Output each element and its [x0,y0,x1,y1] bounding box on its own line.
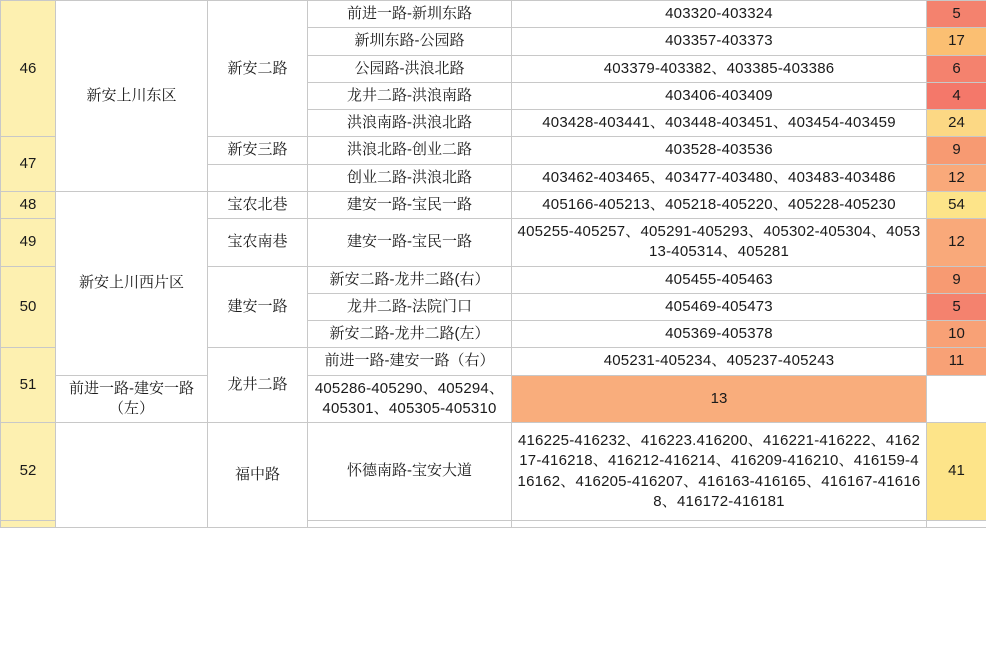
road-cell: 新安三路 [208,137,308,164]
segment-cell: 建安一路-宝民一路 [308,219,512,267]
road-cell: 新安二路 [208,1,308,137]
row-index-cell: 48 [1,191,56,218]
road-cell: 宝农南巷 [208,219,308,267]
road-cell: 龙井二路 [208,348,308,423]
table-row [1,1,986,28]
number-range-cell: 403320-403324 [512,1,927,28]
segment-cell: 公园路-洪浪北路 [308,55,512,82]
count-cell: 24 [927,110,986,137]
count-cell: 41 [927,423,986,521]
segment-cell: 前进一路-建安一路（右） [308,348,512,375]
count-cell: 6 [927,55,986,82]
count-cell: 9 [927,266,986,293]
count-cell: 9 [927,137,986,164]
segment-cell: 前进一路-建安一路（左） [56,375,208,423]
number-range-cell: 403357-403373 [512,28,927,55]
segment-cell: 前进一路-新圳东路 [308,1,512,28]
count-cell: 5 [927,1,986,28]
number-range-cell: 403379-403382、403385-403386 [512,55,927,82]
row-index-cell: 51 [1,348,56,423]
road-cell: 宝农北巷 [208,191,308,218]
road-cell: 福中路 [208,423,308,528]
segment-cell [308,521,512,528]
segment-cell: 怀德南路-宝安大道 [308,423,512,521]
number-range-cell [512,521,927,528]
count-cell: 17 [927,28,986,55]
road-cell [208,164,308,191]
row-index-cell [1,521,56,528]
row-index-cell: 49 [1,219,56,267]
number-range-cell: 403462-403465、403477-403480、403483-403486 [512,164,927,191]
number-range-cell: 405455-405463 [512,266,927,293]
segment-cell: 龙井二路-洪浪南路 [308,82,512,109]
count-cell: 13 [512,375,927,423]
row-index-cell: 46 [1,1,56,137]
segment-cell: 创业二路-洪浪北路 [308,164,512,191]
count-cell: 54 [927,191,986,218]
count-cell: 5 [927,293,986,320]
road-cell: 建安一路 [208,266,308,348]
area-cell [56,423,208,528]
count-cell [927,521,986,528]
number-range-cell: 403428-403441、403448-403451、403454-403459 [512,110,927,137]
number-range-cell: 405255-405257、405291-405293、405302-405304、405313-405314、405281 [512,219,927,267]
table-row [1,423,986,521]
number-range-cell: 403528-403536 [512,137,927,164]
segment-cell: 新圳东路-公园路 [308,28,512,55]
table-row [1,191,986,218]
number-range-cell: 405469-405473 [512,293,927,320]
segment-cell: 新安二路-龙井二路(右） [308,266,512,293]
area-cell: 新安上川西片区 [56,191,208,375]
count-cell: 4 [927,82,986,109]
row-index-cell: 52 [1,423,56,521]
number-range-cell: 416225-416232、416223.416200、416221-416222、416217-416218、416212-416214、416209-416210、416159-416162、416205-416207、416163-416165、416167-416168、416172-416181 [512,423,927,521]
segment-cell: 建安一路-宝民一路 [308,191,512,218]
number-range-cell: 405166-405213、405218-405220、405228-405230 [512,191,927,218]
number-range-cell: 405286-405290、405294、405301、405305-405310 [308,375,512,423]
segment-cell: 龙井二路-法院门口 [308,293,512,320]
count-cell: 12 [927,164,986,191]
number-range-cell: 405369-405378 [512,321,927,348]
segment-cell: 新安二路-龙井二路(左） [308,321,512,348]
table-row [1,375,986,423]
row-index-cell: 47 [1,137,56,192]
count-cell: 12 [927,219,986,267]
count-cell: 11 [927,348,986,375]
row-index-cell: 50 [1,266,56,348]
segment-cell: 洪浪北路-创业二路 [308,137,512,164]
table-body [1,1,986,528]
number-range-cell: 405231-405234、405237-405243 [512,348,927,375]
number-range-cell: 403406-403409 [512,82,927,109]
area-cell: 新安上川东区 [56,1,208,192]
count-cell: 10 [927,321,986,348]
segment-cell: 洪浪南路-洪浪北路 [308,110,512,137]
